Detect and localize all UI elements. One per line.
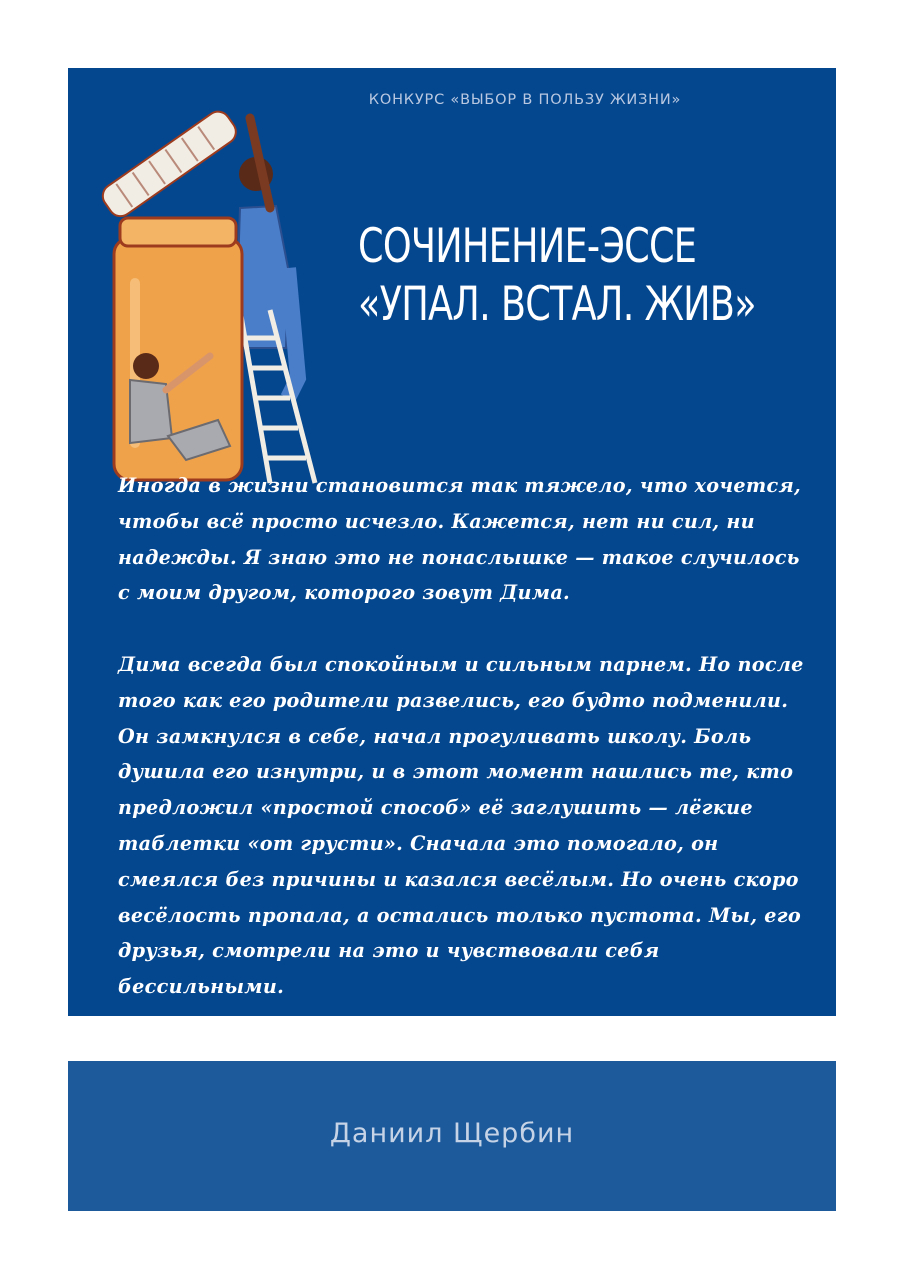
page-title: [358, 218, 756, 334]
author-panel: [68, 1061, 836, 1211]
pill-jar-illustration-icon: [90, 98, 330, 490]
essay-panel: [68, 68, 836, 1016]
title-line-1: СОЧИНЕНИЕ-ЭССЕ: [358, 219, 697, 274]
contest-label: КОНКУРС «ВЫБОР В ПОЛЬЗУ ЖИЗНИ»: [368, 92, 682, 108]
essay-paragraph-1: Иногда в жизни становится так тяжело, что хочется, чтобы всё просто исчезло. Кажется, нет ни сил, ни надежды. Я знаю это не понаслышке — такое случилось с моим другом, которого зовут Дима.: [118, 474, 802, 605]
essay-text: [118, 468, 808, 1005]
title-line-2: «УПАЛ. ВСТАЛ. ЖИВ»: [358, 277, 756, 332]
essay-paragraph-2: Дима всегда был спокойным и сильным парнем. Но после того как его родители развелись, его будто подменили. Он замкнулся в себе, начал прогуливать школу. Боль душила его изнутри, и в этот момент нашлись те, кто предложил «простой способ» её заглушить — лёгкие таблетки «от грусти». Сначала это помогало, он смеялся без причины и казался весёлым. Но очень скоро весёлость пропала, а остались только пустота. Мы, его друзья, смотрели на это и чувствовали себя бессильными.: [118, 652, 804, 999]
author-name: Даниил Щербин: [329, 1118, 575, 1149]
